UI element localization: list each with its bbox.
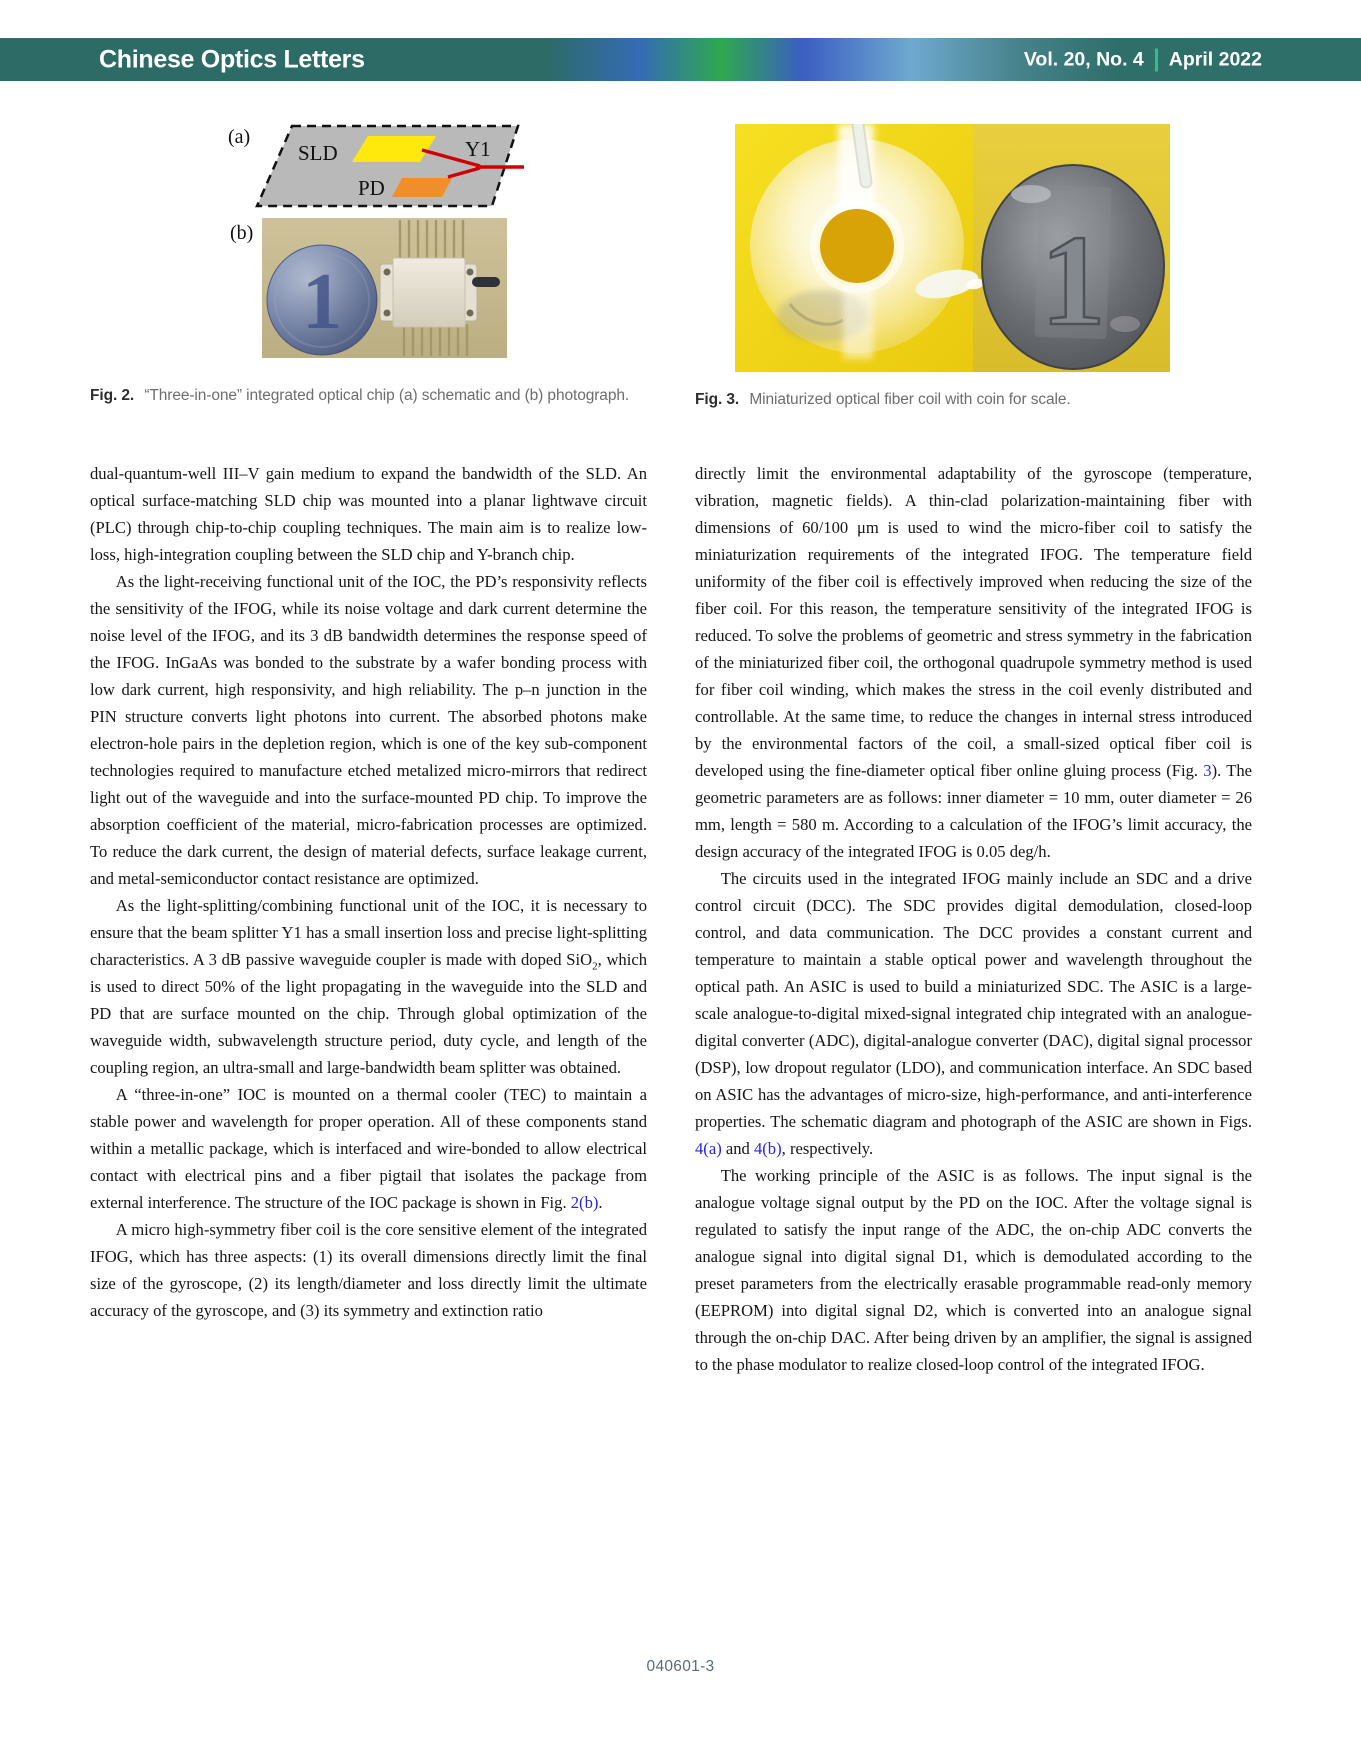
text-segment: dual-quantum-well III–V gain medium to expand the bandwidth of the SLD. An optical surface-matching SLD chip was mounted into a planar lightwave circuit (PLC) through chip-to-chip coupling techniques. The main aim is to realize low-loss, high-integration coupling between the SLD chip and Y-branch chip.	[90, 464, 647, 564]
issue-info	[1024, 48, 1262, 71]
text-segment: 2	[592, 960, 598, 973]
journal-header-banner	[0, 38, 1361, 81]
paragraph	[90, 568, 647, 892]
optical-chip-schematic	[240, 120, 530, 212]
text-segment: The circuits used in the integrated IFOG mainly include an SDC and a drive control circuit (DCC). The SDC provides digital demodulation, closed-loop control, and data communication. The DCC provides a constant current and temperature to maintain a stable optical power and wavelength throughout the optical path. An ASIC is used to build a miniaturized SDC. The ASIC is a large-scale analogue-to-digital mixed-signal integrated chip integrated with an analogue-digital converter (ADC), digital-analogue converter (DAC), digital signal processor (DSP), low dropout regulator (LDO), and communication interface. An SDC based on ASIC has the advantages of micro-size, high-performance, and anti-interference properties. The schematic diagram and photograph of the ASIC are shown in Figs.	[695, 869, 1252, 1131]
text-segment: As the light-splitting/combining functional unit of the IOC, it is necessary to ensure that the beam splitter Y1 has a small insertion loss and precise light-splitting characteristics. A 3 dB passive waveguide coupler is made with doped SiO	[90, 896, 647, 969]
figure3-caption	[695, 388, 1252, 411]
figure-ref-link[interactable]: 4(b)	[753, 1139, 782, 1158]
paragraph	[90, 1081, 647, 1216]
coin-numeral: 1	[302, 258, 342, 346]
text-segment: ). The geometric parameters are as follows: inner diameter = 10 mm, outer diameter = 26 mm, length = 580 m. According to a calculation of the IFOG’s limit accuracy, the design accuracy of the integrated IFOG is 0.05 deg/h.	[695, 761, 1252, 861]
text-segment: A “three-in-one” IOC is mounted on a thermal cooler (TEC) to maintain a stable power and wavelength for proper operation. All of these components stand within a metallic package, which is interfaced and wire-bonded to allow electrical contact with electrical pins and a fiber pigtail that isolates the package from external interference. The structure of the IOC package is shown in Fig.	[90, 1085, 647, 1212]
left-column	[90, 460, 647, 1324]
pd-chip	[392, 178, 452, 197]
text-segment: A micro high-symmetry fiber coil is the core sensitive element of the integrated IFOG, which has three aspects: (1) its overall dimensions directly limit the final size of the gyroscope, (2) its length/diameter and loss directly limit the ultimate accuracy of the gyroscope, and (3) its symmetry and extinction ratio	[90, 1220, 647, 1320]
coil-center-hole	[820, 209, 894, 283]
text-segment: directly limit the environmental adaptability of the gyroscope (temperature, vibration, magnetic fields). A thin-clad polarization-maintaining fiber with dimensions of 60/100 μm is used to wind the micro-fiber coil to satisfy the miniaturization requirements of the integrated IFOG. The temperature field uniformity of the fiber coil is effectively improved when reducing the size of the fiber coil. For this reason, the temperature sensitivity of the integrated IFOG is reduced. To solve the problems of geometric and stress symmetry in the fabrication of the miniaturized fiber coil, the orthogonal quadrupole symmetry method is used for fiber coil winding, which makes the stress in the coil evenly distributed and controllable. At the same time, to reduce the changes in internal stress introduced by the environmental factors of the coil, a small-sized optical fiber coil is developed using the fine-diameter optical fiber online gluing process (Fig.	[695, 464, 1252, 780]
paragraph	[90, 460, 647, 568]
figure2-caption	[90, 384, 647, 407]
journal-title: Chinese Optics Letters	[99, 45, 365, 73]
coin-numeral: 1	[1040, 209, 1106, 353]
text-segment: and	[721, 1139, 754, 1158]
figure3-caption-prefix: Fig. 3.	[695, 391, 740, 408]
paragraph	[90, 892, 647, 1081]
coin-glint	[1011, 185, 1051, 203]
y1-label: Y1	[465, 137, 491, 161]
right-column	[695, 460, 1252, 1378]
figure-ref-link[interactable]: 4(a)	[695, 1139, 722, 1158]
figure2-caption-prefix: Fig. 2.	[90, 387, 135, 404]
text-segment: .	[598, 1193, 603, 1212]
text-segment: As the light-receiving functional unit of the IOC, the PD’s responsivity reflects the sensitivity of the IFOG, while its noise voltage and dark current determine the noise level of the IFOG, and its 3 dB bandwidth determines the response speed of the IFOG. InGaAs was bonded to the substrate by a wafer bonding process with low dark current, high responsivity, and high reliability. The p–n junction in the PIN structure converts light photons into current. The absorbed photons make electron-hole pairs in the depletion region, which is one of the key sub-component technologies required to manufacture etched metalized micro-mirrors that redirect light out of the waveguide and into the surface-mounted PD chip. To improve the absorption coefficient of the material, micro-fabrication processes are optimized. To reduce the dark current, the design of material defects, surface leakage current, and metal-semiconductor contact resistance are optimized.	[90, 572, 647, 888]
figure-ref-link[interactable]: 3	[1203, 761, 1212, 780]
paragraph	[695, 460, 1252, 865]
paragraph	[695, 1162, 1252, 1378]
coin-glint-2	[1110, 316, 1140, 332]
ioc-package-photo	[262, 218, 507, 358]
text-segment: , which is used to direct 50% of the light propagating in the waveguide into the SLD and PD that are surface mounted on the chip. Through global optimization of the waveguide width, subwavelength structure period, duty cycle, and length of the coupling region, an ultra-small and large-bandwidth beam splitter was obtained.	[90, 950, 647, 1077]
page-number: 040601-3	[646, 1658, 715, 1675]
fiber-coil-photo	[735, 124, 1170, 372]
figure2-panel-b-label: (b)	[230, 222, 254, 244]
coil-highlight-bottom	[843, 284, 873, 359]
volume-issue: Vol. 20, No. 4	[1023, 48, 1144, 70]
sld-label: SLD	[298, 141, 338, 165]
figure2-caption-text: “Three-in-one” integrated optical chip (a) schematic and (b) photograph.	[144, 387, 630, 404]
text-segment: , respectively.	[781, 1139, 874, 1158]
issue-date: April 2022	[1168, 48, 1262, 70]
header-separator	[1155, 48, 1158, 71]
figure3-caption-text: Miniaturized optical fiber coil with coin for scale.	[749, 391, 1071, 408]
figure-ref-link[interactable]: 2(b)	[570, 1193, 599, 1212]
figure2-panel-a-label: (a)	[228, 126, 251, 148]
paragraph	[695, 865, 1252, 1162]
text-segment: The working principle of the ASIC is as follows. The input signal is the analogue voltage signal output by the PD on the IOC. After the voltage signal is regulated to satisfy the input range of the ADC, the on-chip ADC converts the analogue signal into digital signal D1, which is demodulated according to the preset parameters from the electrically erasable programmable read-only memory (EEPROM) into digital signal D2, which is converted into an analogue signal through the on-chip DAC. After being driven by an amplifier, the signal is assigned to the phase modulator to realize closed-loop control of the integrated IFOG.	[695, 1166, 1252, 1374]
paragraph	[90, 1216, 647, 1324]
pd-label: PD	[358, 176, 385, 200]
fiber-pigtail-stub	[472, 277, 500, 287]
package-body	[393, 258, 465, 327]
